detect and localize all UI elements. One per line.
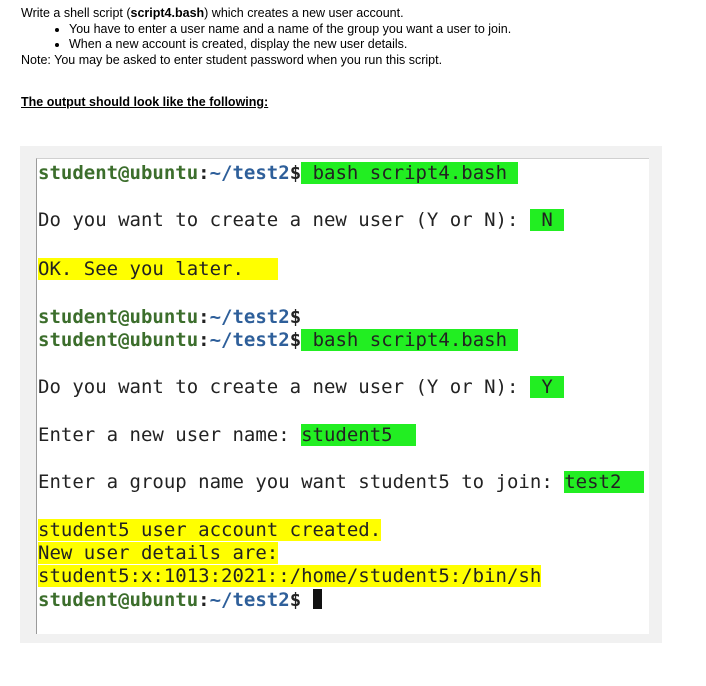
prompt-dollar: $ <box>289 162 302 184</box>
command-input: bash script4.bash <box>301 162 519 184</box>
command-input: bash script4.bash <box>301 329 519 351</box>
terminal-line-user-name <box>38 423 416 447</box>
prompt-user: student@ubuntu <box>38 329 199 351</box>
terminal-line-question-1 <box>38 208 564 232</box>
output-heading: The output should look like the following: <box>21 95 269 109</box>
instructions <box>21 6 691 68</box>
prompt-sep: : <box>198 329 210 351</box>
answer-yes: Y <box>529 376 565 398</box>
note: Note: You may be asked to enter student password when you run this script. <box>21 52 443 67</box>
enter-group-text: Enter a group name you want student5 to join: <box>38 471 565 493</box>
prompt-path: ~/test2 <box>209 162 290 184</box>
prompt-sep: : <box>198 306 210 328</box>
terminal-cursor <box>313 589 322 609</box>
answer-no: N <box>529 209 565 231</box>
terminal-line-goodbye <box>38 257 278 281</box>
prompt-sep: : <box>198 162 210 184</box>
prompt-dollar: $ <box>289 589 302 611</box>
passwd-entry: student5:x:1013:2021::/home/student5:/bin/sh <box>38 565 542 587</box>
user-name-input <box>301 424 415 446</box>
goodbye-label: OK. See you later. <box>38 258 244 280</box>
terminal-line-prompt-1 <box>38 161 518 185</box>
bullet-item: • You have to enter a user name and a name of the group you want a user to join. <box>69 22 691 38</box>
terminal-line-prompt-2 <box>38 305 301 329</box>
terminal-line-prompt-3 <box>38 328 518 352</box>
group-name-value: test2 <box>564 471 622 493</box>
group-name-input <box>564 471 644 493</box>
enter-name-text: Enter a new user name: <box>38 424 302 446</box>
intro-prefix: Write a shell script ( <box>21 6 131 20</box>
details-label: New user details are: <box>38 542 279 564</box>
terminal-line-passwd <box>38 564 541 588</box>
goodbye-text <box>38 258 278 280</box>
prompt-path: ~/test2 <box>209 329 290 351</box>
terminal-line-details <box>38 541 278 565</box>
script-name: script4.bash <box>130 6 205 20</box>
terminal-line-created <box>38 518 381 542</box>
prompt-dollar: $ <box>289 329 302 351</box>
terminal-line-group-name <box>38 470 644 494</box>
intro-line <box>21 6 691 22</box>
created-text: student5 user account created. <box>38 519 382 541</box>
prompt-path: ~/test2 <box>209 589 290 611</box>
prompt-user: student@ubuntu <box>38 162 199 184</box>
terminal-line-prompt-4 <box>38 588 322 612</box>
terminal-line-question-2 <box>38 375 564 399</box>
prompt-dollar: $ <box>289 306 302 328</box>
user-name-value: student5 <box>301 424 393 446</box>
prompt-user: student@ubuntu <box>38 589 199 611</box>
bullet-list <box>21 22 691 53</box>
prompt-sep: : <box>198 589 210 611</box>
bullet-item: • When a new account is created, display the new user details. <box>69 37 691 53</box>
prompt-path: ~/test2 <box>209 306 290 328</box>
intro-suffix: ) which creates a new user account. <box>204 6 404 20</box>
question-text: Do you want to create a new user (Y or N): <box>38 376 530 398</box>
prompt-user: student@ubuntu <box>38 306 199 328</box>
question-text: Do you want to create a new user (Y or N): <box>38 209 530 231</box>
